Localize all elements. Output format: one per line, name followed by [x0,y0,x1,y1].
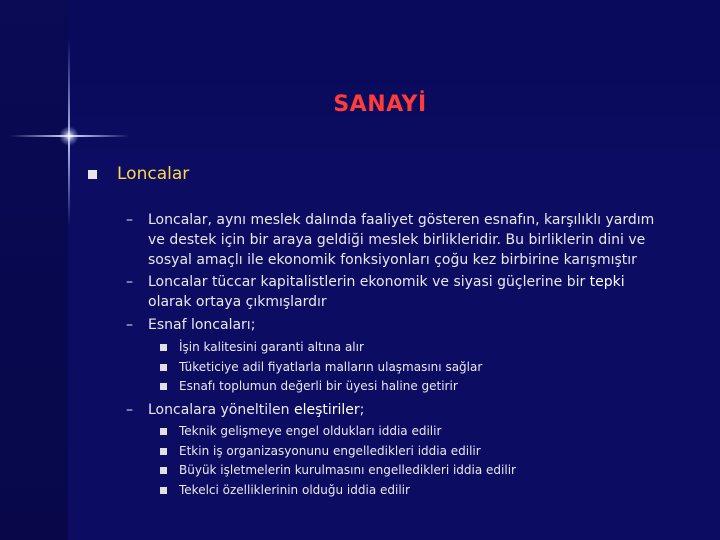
critique-bullet [160,463,516,477]
slide-title: SANAYİ [333,92,427,117]
esnaf-bullet [160,360,482,374]
bullet-text: Esnafı toplumun değerli bir üyesi haline getirir [179,379,458,393]
critique-bullet [160,483,410,497]
square-bullet-icon [160,428,167,435]
dash-marker: – [126,274,133,290]
level1-label: Loncalar [117,164,190,184]
square-bullet-icon [160,467,167,474]
dash-item-critique [126,400,658,420]
dash-item-reaction [126,272,658,312]
critique-bullet [160,424,441,438]
square-bullet-icon [160,383,167,390]
text-part: Loncalara yöneltilen [148,402,294,418]
text-part: olarak ortaya çıkmışlardır [148,294,327,310]
bullet-text: İşin kalitesini garanti altına alır [179,340,364,354]
esnaf-bullet [160,340,364,354]
bullet-text: Büyük işletmelerin kurulmasını engelledikleri iddia edilir [179,463,516,477]
emphasis-text: eleştiriler [293,402,360,418]
critique-bullet [160,444,481,458]
bullet-text: Etkin iş organizasyonunu engelledikleri iddia edilir [179,444,481,458]
dash-item-text: Esnaf loncaları; [148,317,256,333]
bullet-text: Teknik gelişmeye engel oldukları iddia edilir [179,424,442,438]
dash-marker: – [126,402,133,418]
bullet-text: Tekelci özelliklerinin olduğu iddia edilir [179,483,410,497]
sparkle-icon [59,126,79,146]
dash-item-text [148,272,658,312]
esnaf-bullet [160,379,458,393]
level1-bullet [88,164,189,184]
square-bullet-icon [160,487,167,494]
square-bullet-icon [160,344,167,351]
dash-item-text [148,400,658,420]
dash-marker: – [126,317,133,333]
left-decor-band [0,0,68,540]
bullet-text: Tüketiciye adil fiyatlarla malların ulaşmasını sağlar [179,360,483,374]
top-decor-band [68,0,720,150]
square-bullet-icon [88,170,97,179]
dash-marker: – [126,212,133,228]
text-part: ; [359,402,365,418]
dash-item-definition [126,210,658,270]
dash-item-esnaf [126,315,658,335]
square-bullet-icon [160,364,167,371]
dash-item-text: Loncalar, aynı meslek dalında faaliyet gösteren esnafın, karşılıklı yardım ve destek için bir araya geldiği meslek birlikleridir. Bu birliklerin dini ve sosyal amaçlı ile ekonomik fonksiyonları çoğu kez birbirine karışmıştır [148,212,655,268]
text-part: Loncalar tüccar kapitalistlerin ekonomik ve siyasi güçlerine bir [148,274,590,290]
emphasis-text: tepki [589,274,625,290]
square-bullet-icon [160,448,167,455]
